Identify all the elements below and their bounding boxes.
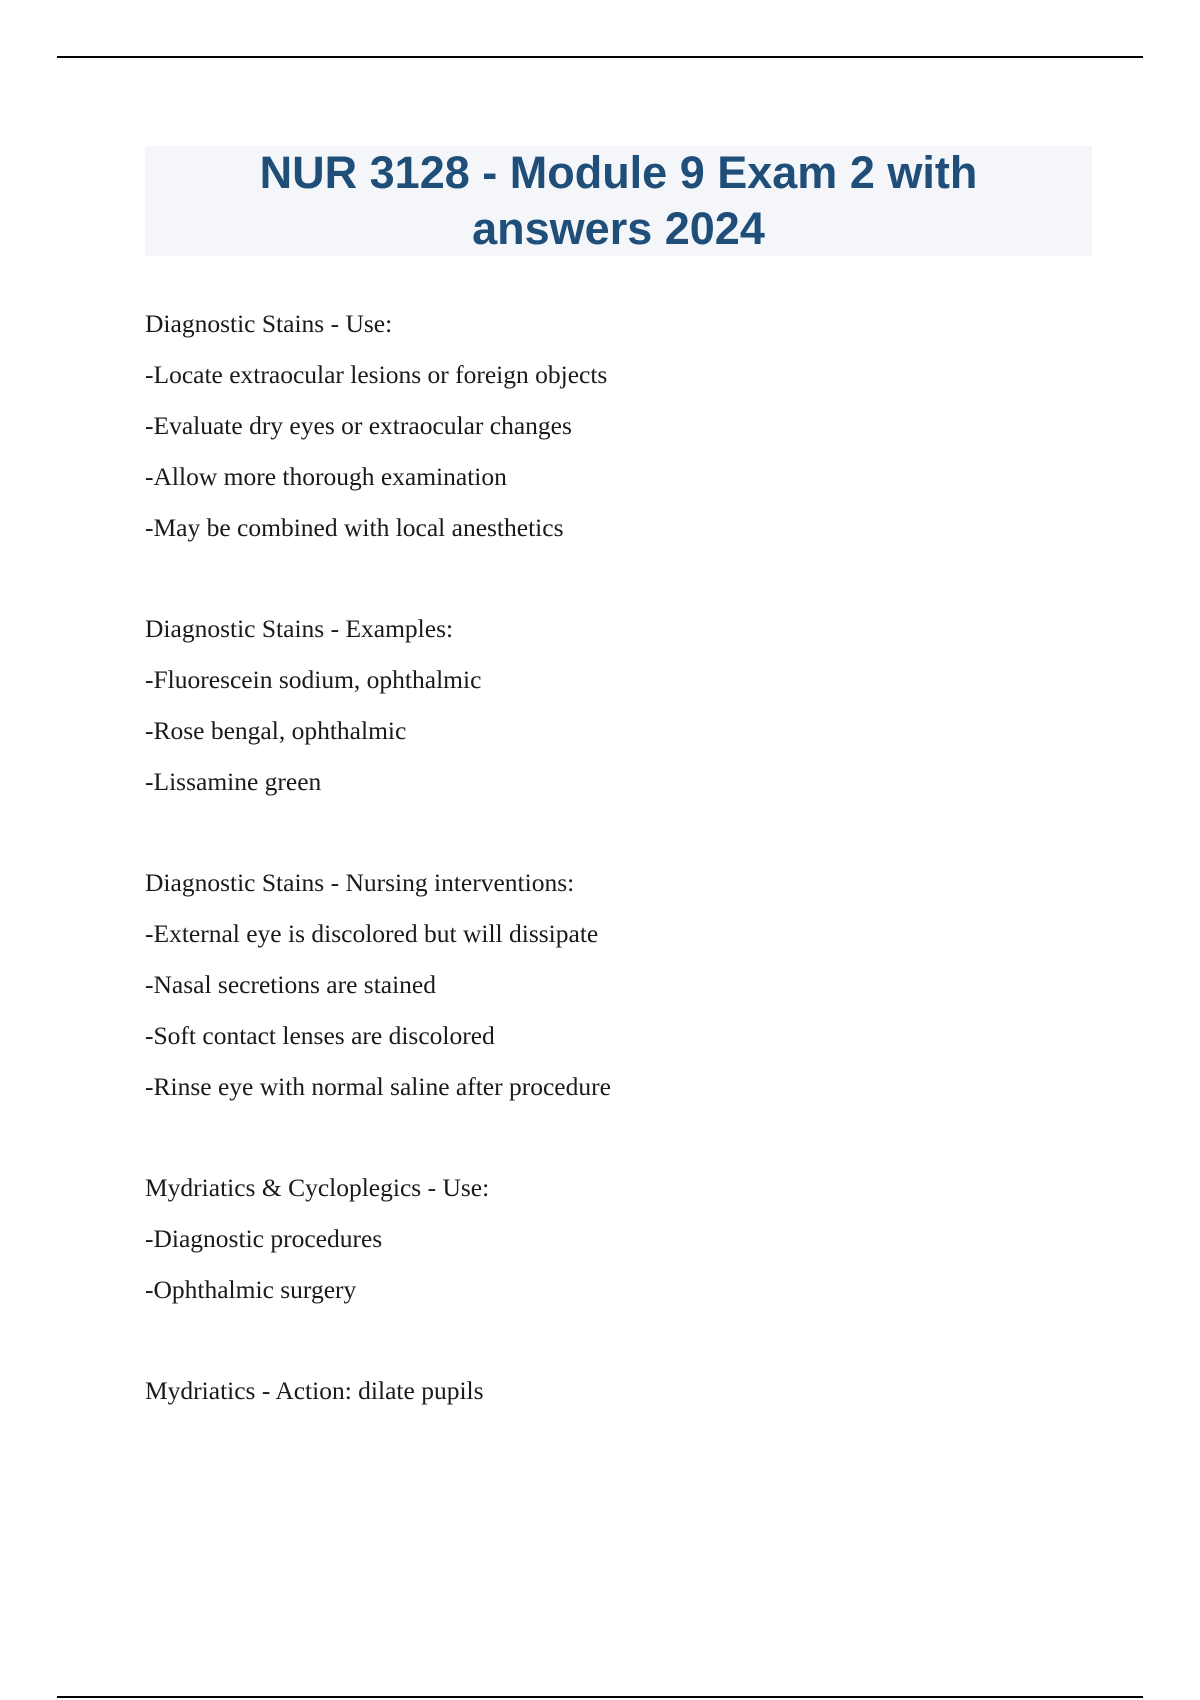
- top-divider: [57, 56, 1143, 58]
- section-heading: Diagnostic Stains - Nursing interventions:: [145, 868, 575, 897]
- list-item: -Lissamine green: [145, 767, 322, 796]
- title-banner: [145, 146, 1092, 256]
- section-heading: Diagnostic Stains - Examples:: [145, 614, 454, 643]
- list-item: -Allow more thorough examination: [145, 462, 507, 491]
- list-item: -Fluorescein sodium, ophthalmic: [145, 665, 482, 694]
- section-diagnostic-stains-nursing-interventions: [145, 861, 1085, 1116]
- list-item: -Diagnostic procedures: [145, 1224, 383, 1253]
- list-item: -Locate extraocular lesions or foreign objects: [145, 360, 608, 389]
- document-body: [145, 302, 1085, 1470]
- list-item: -External eye is discolored but will dissipate: [145, 919, 599, 948]
- section-mydriatics-action: [145, 1369, 1085, 1420]
- list-item: -Evaluate dry eyes or extraocular changes: [145, 411, 572, 440]
- section-heading: Mydriatics - Action: dilate pupils: [145, 1376, 484, 1405]
- section-heading: Mydriatics & Cycloplegics - Use:: [145, 1173, 490, 1202]
- section-mydriatics-cycloplegics-use: [145, 1166, 1085, 1319]
- section-heading: Diagnostic Stains - Use:: [145, 309, 393, 338]
- section-diagnostic-stains-examples: [145, 607, 1085, 811]
- bottom-divider: [57, 1696, 1143, 1698]
- list-item: -May be combined with local anesthetics: [145, 513, 564, 542]
- document-title: NUR 3128 - Module 9 Exam 2 with answers 2024: [259, 147, 978, 254]
- list-item: -Soft contact lenses are discolored: [145, 1021, 495, 1050]
- list-item: -Ophthalmic surgery: [145, 1275, 357, 1304]
- list-item: -Rinse eye with normal saline after procedure: [145, 1072, 611, 1101]
- list-item: -Nasal secretions are stained: [145, 970, 436, 999]
- list-item: -Rose bengal, ophthalmic: [145, 716, 407, 745]
- section-diagnostic-stains-use: [145, 302, 1085, 557]
